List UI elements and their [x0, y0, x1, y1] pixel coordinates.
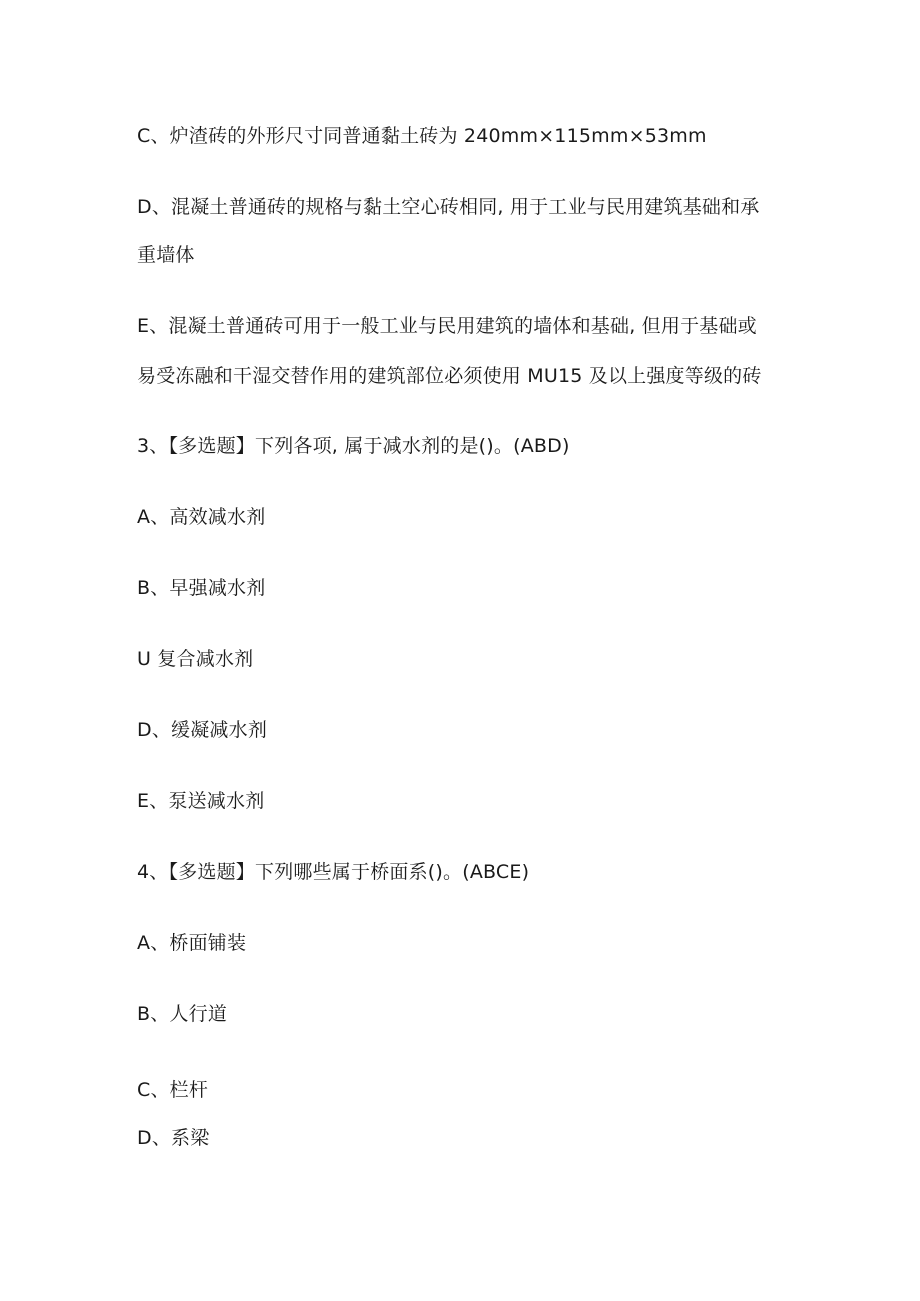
- question-4-option-b: B、人行道: [137, 1003, 228, 1025]
- question-3-option-d: D、缓凝减水剂: [137, 719, 268, 741]
- question-4-option-a: A、桥面铺装: [137, 932, 247, 954]
- question-4-option-d: D、系梁: [137, 1127, 210, 1149]
- question-3-option-e: E、泵送减水剂: [137, 790, 265, 812]
- option-e-concrete-brick-line2: 易受冻融和干湿交替作用的建筑部位必须使用 MU15 及以上强度等级的砖: [137, 365, 762, 387]
- question-3-option-c: U 复合减水剂: [137, 648, 254, 670]
- question-4-heading: 4、【多选题】下列哪些属于桥面系()。(ABCE): [137, 861, 530, 883]
- question-3-option-b: B、早强减水剂: [137, 577, 266, 599]
- option-d-concrete-brick-line1: D、混凝土普通砖的规格与黏土空心砖相同, 用于工业与民用建筑基础和承: [137, 196, 760, 218]
- question-4-option-c: C、栏杆: [137, 1079, 209, 1101]
- question-3-heading: 3、【多选题】下列各项, 属于减水剂的是()。(ABD): [137, 435, 570, 457]
- option-c-slag-brick: C、炉渣砖的外形尺寸同普通黏土砖为 240mm×115mm×53mm: [137, 125, 707, 147]
- option-e-concrete-brick-line1: E、混凝土普通砖可用于一般工业与民用建筑的墙体和基础, 但用于基础或: [137, 315, 757, 337]
- question-3-option-a: A、高效减水剂: [137, 506, 266, 528]
- option-d-concrete-brick-line2: 重墙体: [137, 244, 195, 266]
